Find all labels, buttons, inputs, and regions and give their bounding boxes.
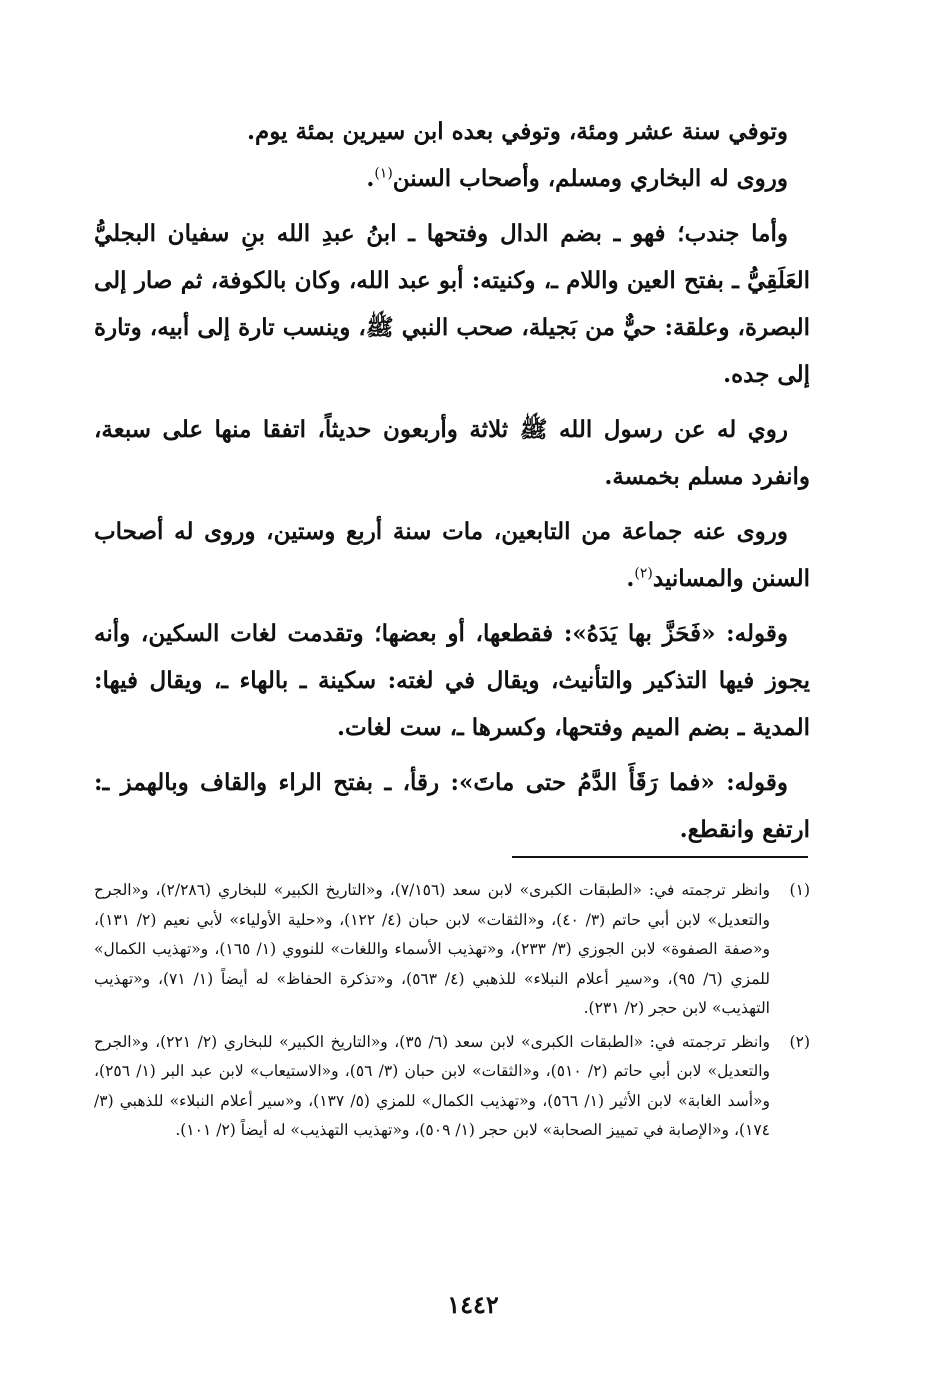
paragraph bbox=[94, 610, 810, 751]
quoted-phrase: «فَحَزَّ بها يَدَهُ» bbox=[572, 620, 716, 647]
footnotes bbox=[94, 876, 810, 1150]
paragraph: روي له عن رسول الله ﷺ ثلاثة وأربعون حديثاً، اتفقا منها على سبعة، وانفرد مسلم بخمسة. bbox=[94, 416, 810, 490]
paragraph bbox=[94, 108, 810, 202]
footnote-ref[interactable]: (٢) bbox=[634, 565, 653, 582]
footnote-ref[interactable]: (١) bbox=[374, 165, 393, 182]
footnote bbox=[94, 1028, 810, 1146]
footnote-text: وانظر ترجمته في: «الطبقات الكبرى» لابن سعد (٦/ ٣٥)، و«التاريخ الكبير» للبخاري (٢/ ٢٢١)، و«الجرح والتعديل» لابن أبي حاتم (٢/ ٥١٠)، و«الثقات» لابن حبان (٣/ ٥٦)، و«الاستيعاب» لابن عبد البر (١/ ٢٥٦)، و«أسد الغابة» لابن الأثير (١/ ٥٦٦)، و«تهذيب الكمال» للمزي (٥/ ١٣٧)، و«سير أعلام النبلاء» للذهبي (٣/ ١٧٤)، و«الإصابة في تمييز الصحابة» لابن حجر (١/ ٥٠٩)، و«تهذيب التهذيب» له أيضاً (٢/ ١٠١). bbox=[94, 1032, 771, 1139]
text-span: وروى عنه جماعة من التابعين، مات سنة أربع وستين، وروى له أصحاب السنن والمسانيد bbox=[94, 518, 810, 592]
text-span: وقوله: bbox=[726, 769, 788, 796]
main-text bbox=[94, 108, 810, 861]
footnote bbox=[94, 876, 810, 1024]
text-span: : رقأ، ـ بفتح الراء والقاف وبالهمز ـ: ارتفع وانقطع. bbox=[94, 769, 810, 843]
footnote-separator bbox=[512, 856, 808, 858]
footnote-text: وانظر ترجمته في: «الطبقات الكبرى» لابن سعد (٧/١٥٦)، و«التاريخ الكبير» للبخاري (٢/٢٨٦)، و«الجرح والتعديل» لابن أبي حاتم (٣/ ٤٠)، و«الثقات» لابن حبان (٤/ ١٢٢)، و«حلية الأولياء» لأبي نعيم (٢/ ١٣١)، و«صفة الصفوة» لابن الجوزي (٣/ ٢٣٣)، و«تهذيب الأسماء واللغات» للنووي (١/ ١٦٥)، و«تهذيب الكمال» للمزي (٦/ ٩٥)، و«سير أعلام النبلاء» للذهبي (٤/ ٥٦٣)، و«تذكرة الحفاظ» له أيضاً (١/ ٧١)، و«تهذيب التهذيب» لابن حجر (٢/ ٢٣١). bbox=[94, 881, 771, 1017]
text-span: وروى له البخاري ومسلم، وأصحاب السنن bbox=[392, 165, 788, 192]
footnote-number: (١) bbox=[789, 881, 810, 899]
page-number: ١٤٤٢ bbox=[447, 1290, 499, 1319]
quoted-phrase: «فما رَقَأَ الدَّمُ حتى ماتَ» bbox=[459, 769, 715, 796]
paragraph bbox=[94, 759, 810, 853]
text-span: . bbox=[366, 165, 375, 192]
footnote-number: (٢) bbox=[789, 1032, 810, 1051]
text-span: وقوله: bbox=[726, 620, 788, 647]
text-span: : فقطعها، أو بعضها؛ وتقدمت لغات السكين، وأنه يجوز فيها التذكير والتأنيث، ويقال في لغته: سكينة ـ بالهاء ـ، ويقال فيها: المدية ـ بضم الميم وفتحها، وكسرها ـ، ست لغات. bbox=[94, 620, 810, 741]
text-line bbox=[94, 155, 810, 202]
paragraph: وأما جندب؛ فهو ـ بضم الدال وفتحها ـ ابنُ عبدِ الله بنِ سفيان البجليُّ العَلَقِيُّ ـ بفتح العين واللام ـ، وكنيته: أبو عبد الله، وكان بالكوفة، ثم صار إلى البصرة، وعلقة: حيٌّ من بَجيلة، صحب النبي ﷺ، وينسب تارة إلى أبيه، وتارة إلى جده. bbox=[94, 220, 810, 388]
text-span: . bbox=[626, 565, 635, 592]
paragraph bbox=[94, 508, 810, 602]
text-line: وتوفي سنة عشر ومئة، وتوفي بعده ابن سيرين بمئة يوم. bbox=[246, 118, 788, 145]
